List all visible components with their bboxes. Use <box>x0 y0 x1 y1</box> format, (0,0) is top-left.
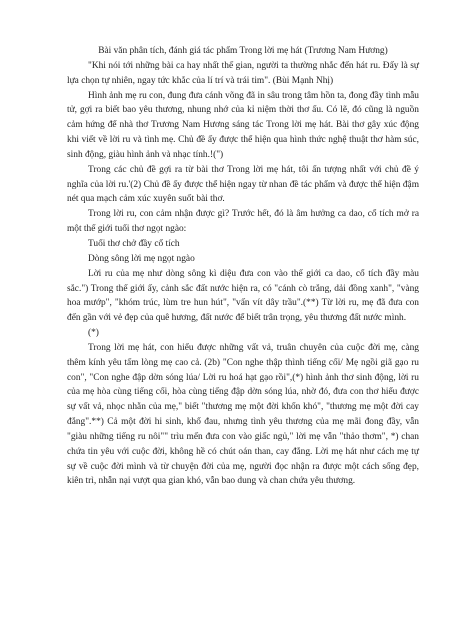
poem-line-2: Dòng sông lời mẹ ngọt ngào <box>88 253 195 264</box>
poem-line-1: Tuổi thơ chở đầy cổ tích <box>88 238 180 249</box>
paragraph-lullaby-question: Trong lời ru, con cảm nhận được gì? Trước hết, đó là âm hưởng ca dao, cổ tích mở ra một thế giới tuổi thơ ngọt ngào: <box>67 209 419 235</box>
paragraph-theme: Trong các chủ đề gợi ra từ bài thơ Trong lời mẹ hát, tôi ấn tượng nhất với chủ đề ý nghĩa của lời ru.'(2) Chủ đề ấy được thể hiện ngay từ nhan đề tác phẩm và được thể hiện đậm nét qua mạch cảm xúc xuyên suốt bài thơ. <box>67 164 419 205</box>
opening-quote: "Khi nói tới những bài ca hay nhất thế gian, người ta thường nhắc đến hát ru. Đấy là sự lựa chọn tự nhiên, ngay tức khắc của lí trí và trái tim". (Bùi Mạnh Nhị) <box>67 60 419 86</box>
paragraph-analysis-2: Trong lời mẹ hát, con hiểu được những vất vả, truân chuyên của cuộc đời mẹ, càng thêm kính yêu tấm lòng mẹ cao cả. (2b) "Con nghe thập thình tiếng cối/ Mẹ ngồi giã gạo ru con", "Con nghe đập dờn sóng lúa/ Lời ru hoá hạt gạo rồi",(*) hình ảnh thơ sinh động, lời ru của mẹ hòa cùng tiếng cối, hòa cùng tiếng đập dờn sóng lúa, nhờ đó, đưa con thơ hiểu được sự vất vả, nhọc nhằn của mẹ," biết "thương mẹ một đời khốn khó", "thương mẹ một đời cay đắng".**) Cả một đời hi sinh, khổ đau, nhưng tình yêu thương của mẹ mãi đong đầy, vẫn "giàu những tiếng ru nôi"" trìu mến đưa con vào giấc ngủ," lời mẹ vẫn "thảo thơm", *) chan chứa tin yêu với cuộc đời, không hề có chút oán than, cay đắng. Lời mẹ hát như cách mẹ tự sự về cuộc đời mình và từ chuyện đời của mẹ, người đọc nhận ra được một cách sống đẹp, kiên trì, nhẫn nại vượt qua gian khó, vẫn bao dung và chan chứa yêu thương. <box>67 342 419 487</box>
document-title: Bài văn phân tích, đánh giá tác phẩm Trong lời mẹ hát (Trương Nam Hương) <box>98 46 388 56</box>
paragraph-introduction: Hình ảnh mẹ ru con, đung đưa cánh võng đã in sâu trong tâm hồn ta, đong đầy tình mẫu tử, gợi ra biết bao yêu thương, nhung nhớ của kỉ niệm thời thơ ấu. Có lẽ, đó cũng là nguồn cảm hứng để nhà thơ Trương Nam Hương sáng tác Trong lời mẹ hát. Bài thơ gây xúc động khi viết về lời ru và tình mẹ. Chủ đề ấy được thể hiện qua hình thức nghệ thuật thơ hàm súc, sinh động, giàu hình ảnh và nhạc tính.!(") <box>67 90 419 160</box>
footnote-marker: (*) <box>88 328 99 339</box>
paragraph-analysis-1: Lời ru của mẹ như dòng sông kì diệu đưa con vào thế giới ca dao, cổ tích đầy màu sắc.") Trong thế giới ấy, cảnh sắc đất nước hiện ra, có "cánh cò trắng, dải đồng xanh", "vàng hoa mướp", "khóm trúc, lùm tre hun hút", "vấn vít dây trầu".(**) Từ lời ru, mẹ đã đưa con đến gần với vẻ đẹp của quê hương, đất nước để biết trân trọng, yêu thương đất nước mình. <box>67 268 419 324</box>
document-body <box>67 44 419 489</box>
